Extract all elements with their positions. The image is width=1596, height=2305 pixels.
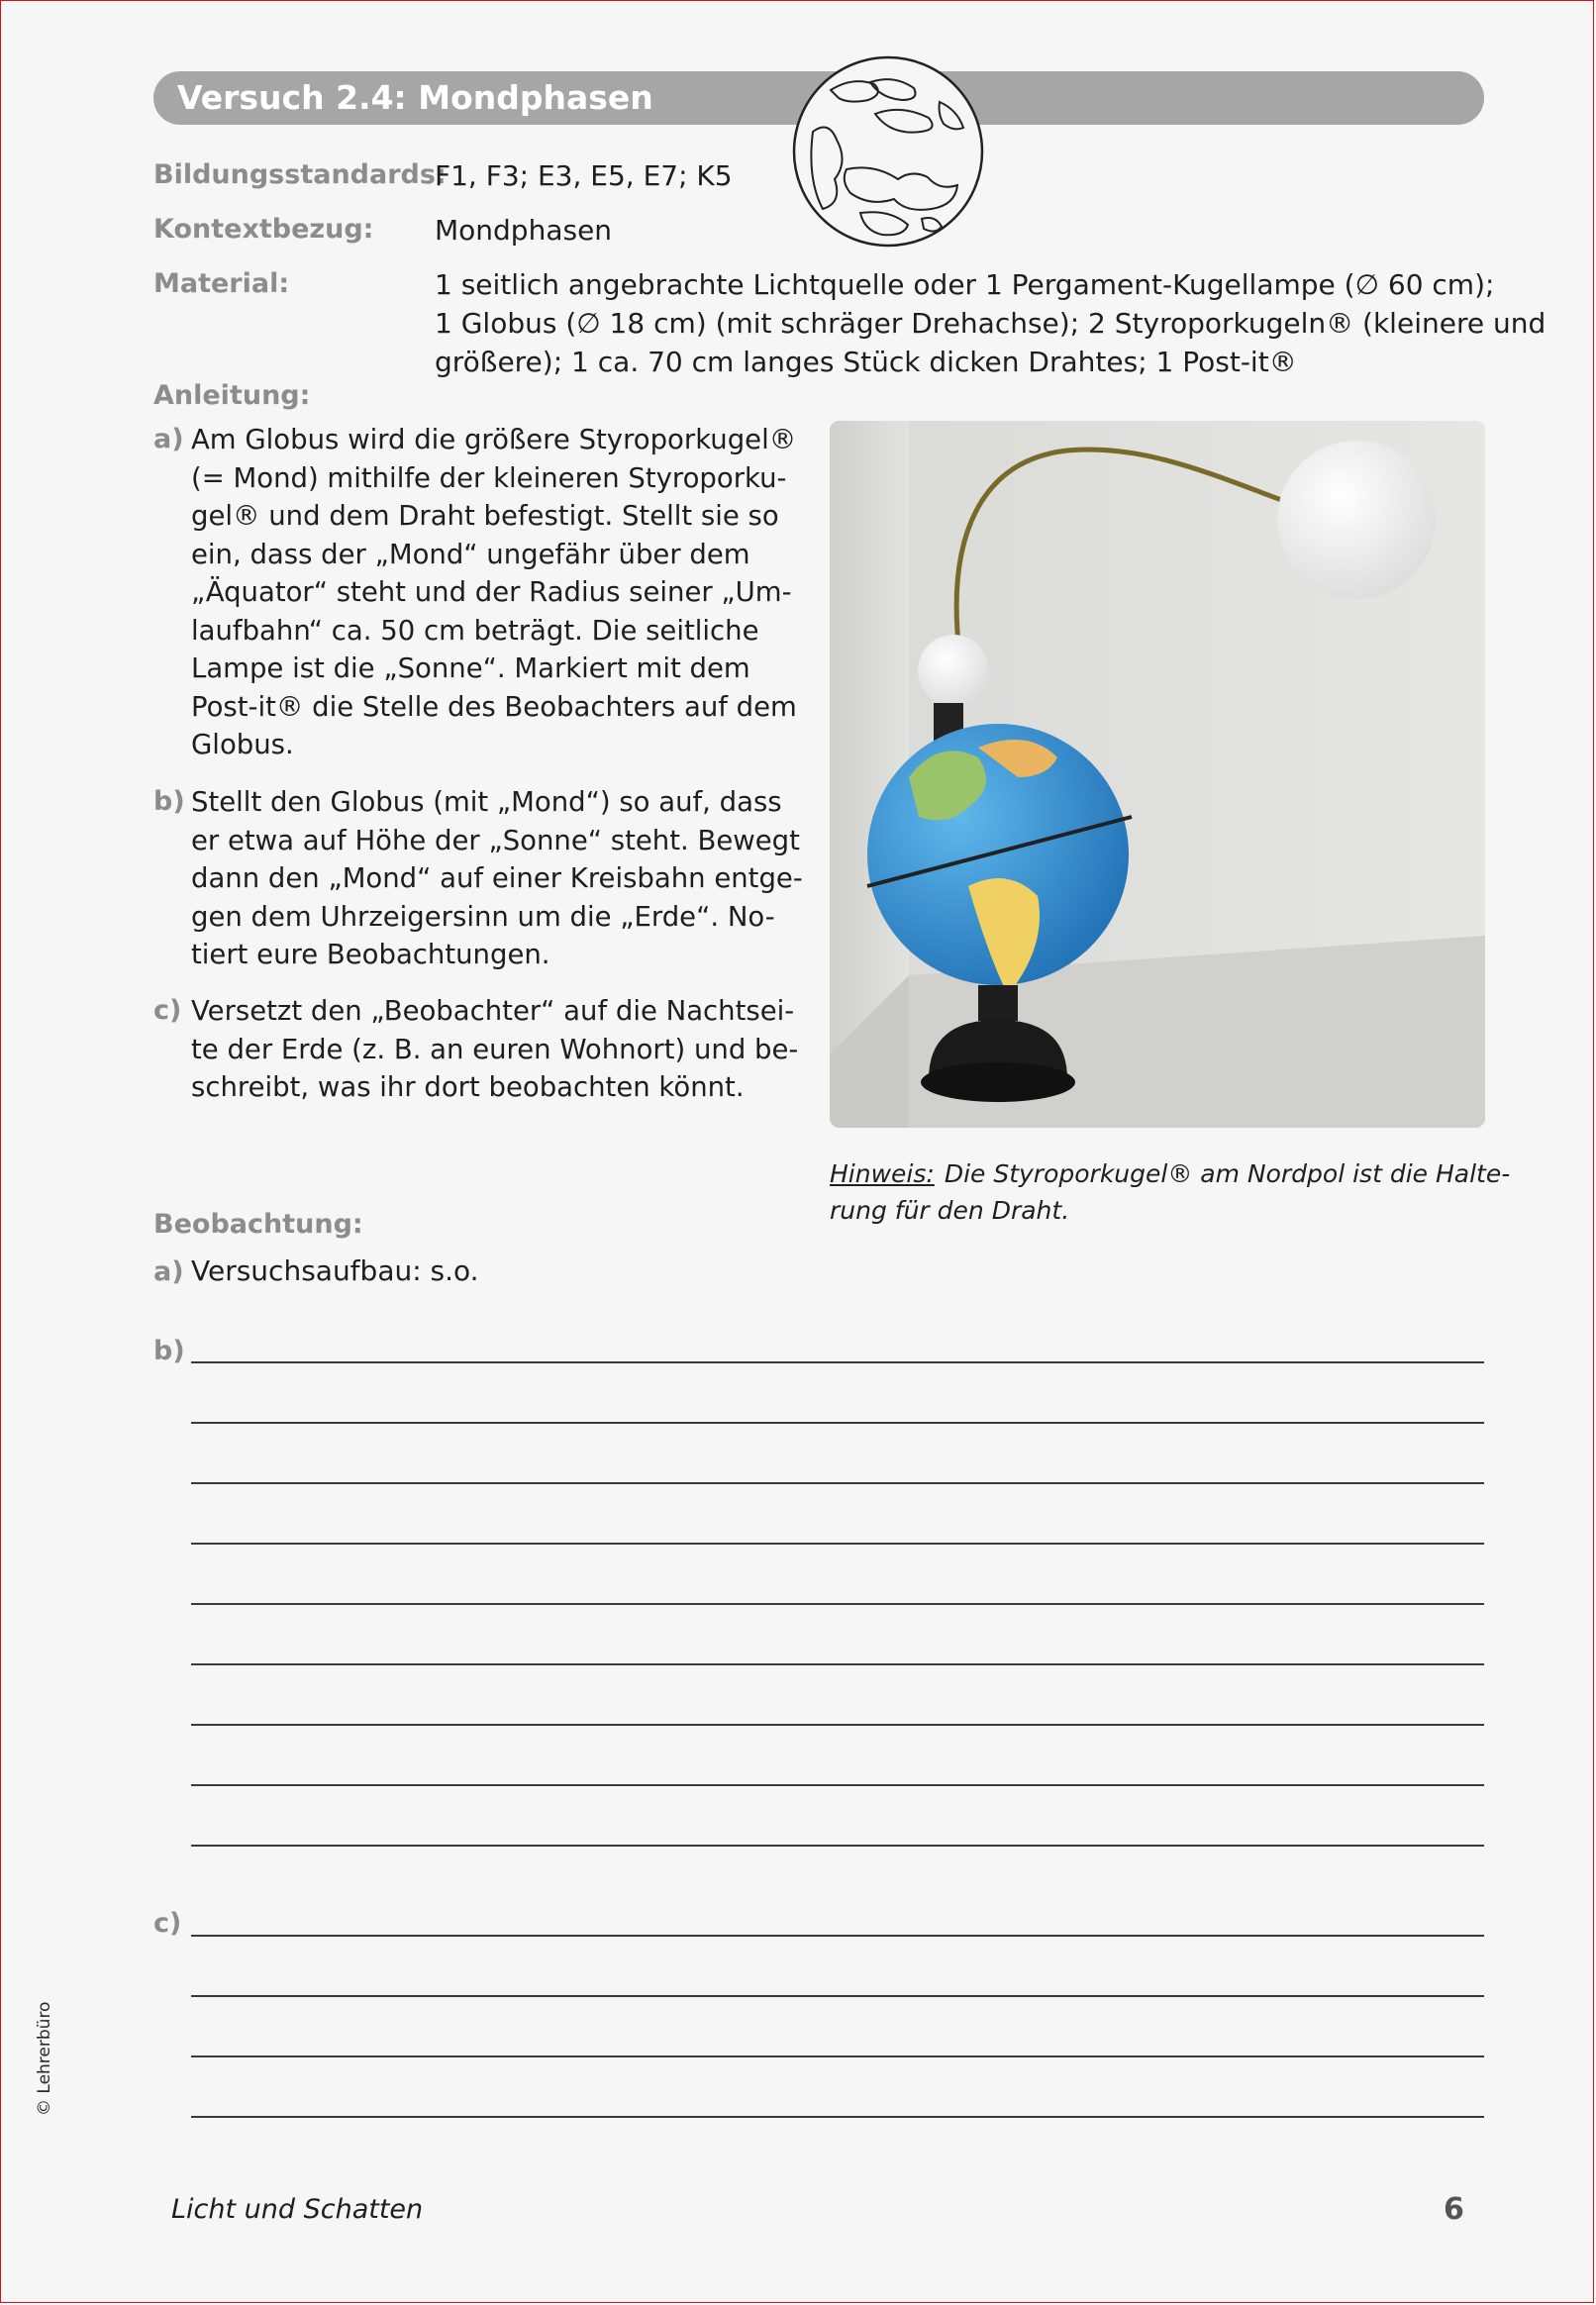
text-line: (= Mond) mithilfe der kleineren Styroporku-	[191, 461, 787, 494]
globe-photo-drawing	[830, 421, 1485, 1128]
instruction-b-text	[191, 783, 803, 974]
text-line: „Äquator“ steht und der Radius seiner „Um-	[191, 576, 792, 608]
note-line	[830, 1155, 1510, 1192]
text-line: Post-it® die Stelle des Beobachters auf dem	[191, 690, 797, 723]
answer-line-b[interactable]	[191, 1603, 1484, 1605]
answer-line-b[interactable]	[191, 1422, 1484, 1424]
material-list	[435, 265, 1546, 381]
answer-line-b[interactable]	[191, 1845, 1484, 1847]
text-line: laufbahn“ ca. 50 cm beträgt. Die seitliche	[191, 614, 759, 647]
answer-line-c[interactable]	[191, 1935, 1484, 1937]
instruction-c-text	[191, 992, 798, 1107]
observation-c-letter: c)	[153, 1908, 182, 1939]
material-line: 1 seitlich angebrachte Lichtquelle oder 1 Pergament-Kugellampe (∅ 60 cm);	[435, 268, 1495, 301]
globe-photo	[830, 421, 1485, 1128]
observation-a-text: Versuchsaufbau: s.o.	[191, 1254, 479, 1287]
note-label: Hinweis:	[830, 1159, 935, 1188]
note-text: Die Styroporkugel® am Nordpol ist die Halte-	[944, 1159, 1511, 1188]
observation-heading: Beobachtung:	[153, 1209, 363, 1240]
instruction-a-text	[191, 421, 797, 764]
answer-line-c[interactable]	[191, 1995, 1484, 1997]
page-title: Versuch 2.4: Mondphasen	[177, 78, 653, 117]
moon-illustration	[791, 52, 985, 251]
page-number: 6	[1444, 2192, 1464, 2227]
answer-line-b[interactable]	[191, 1784, 1484, 1786]
answer-line-c[interactable]	[191, 2055, 1484, 2057]
standards-label: Bildungsstandards:	[153, 159, 447, 190]
observation-a-letter: a)	[153, 1256, 184, 1287]
material-line: größere); 1 ca. 70 cm langes Stück dicken Drahtes; 1 Post-it®	[435, 346, 1297, 378]
answer-line-b[interactable]	[191, 1724, 1484, 1726]
footer-subject: Licht und Schatten	[171, 2194, 424, 2225]
text-line: ein, dass der „Mond“ ungefähr über dem	[191, 538, 750, 570]
text-line: Lampe ist die „Sonne“. Markiert mit dem	[191, 652, 750, 684]
text-line: Globus.	[191, 729, 294, 760]
text-line: tiert eure Beobachtungen.	[191, 939, 550, 970]
observation-b-letter: b)	[153, 1336, 185, 1366]
standards-value: F1, F3; E3, E5, E7; K5	[435, 159, 733, 192]
answer-line-b[interactable]	[191, 1543, 1484, 1545]
material-label: Material:	[153, 268, 290, 299]
instruction-b-letter: b)	[153, 786, 185, 817]
text-line: Am Globus wird die größere Styroporkugel®	[191, 424, 797, 455]
context-value: Mondphasen	[435, 214, 613, 247]
material-line: 1 Globus (∅ 18 cm) (mit schräger Drehachse); 2 Styroporkugeln® (kleinere und	[435, 307, 1546, 340]
text-line: te der Erde (z. B. an euren Wohnort) und be-	[191, 1033, 799, 1065]
text-line: dann den „Mond“ auf einer Kreisbahn entge-	[191, 862, 803, 894]
answer-line-b[interactable]	[191, 1482, 1484, 1484]
answer-line-b[interactable]	[191, 1361, 1484, 1363]
text-line: schreibt, was ihr dort beobachten könnt.	[191, 1071, 745, 1103]
answer-line-b[interactable]	[191, 1663, 1484, 1665]
text-line: gen dem Uhrzeigersinn um die „Erde“. No-	[191, 900, 775, 933]
text-line: Versetzt den „Beobachter“ auf die Nachtsei-	[191, 995, 795, 1027]
text-line: gel® und dem Draht befestigt. Stellt sie so	[191, 500, 779, 532]
instructions-heading: Anleitung:	[153, 380, 311, 411]
text-line: Stellt den Globus (mit „Mond“) so auf, dass	[191, 786, 782, 818]
context-label: Kontextbezug:	[153, 214, 374, 245]
answer-line-c[interactable]	[191, 2116, 1484, 2118]
instruction-a-letter: a)	[153, 424, 184, 454]
photo-note	[830, 1155, 1510, 1229]
instruction-c-letter: c)	[153, 995, 182, 1026]
note-line: rung für den Draht.	[830, 1196, 1070, 1225]
text-line: er etwa auf Höhe der „Sonne“ steht. Bewegt	[191, 824, 800, 856]
copyright-notice: © Lehrerbüro	[35, 2001, 54, 2116]
